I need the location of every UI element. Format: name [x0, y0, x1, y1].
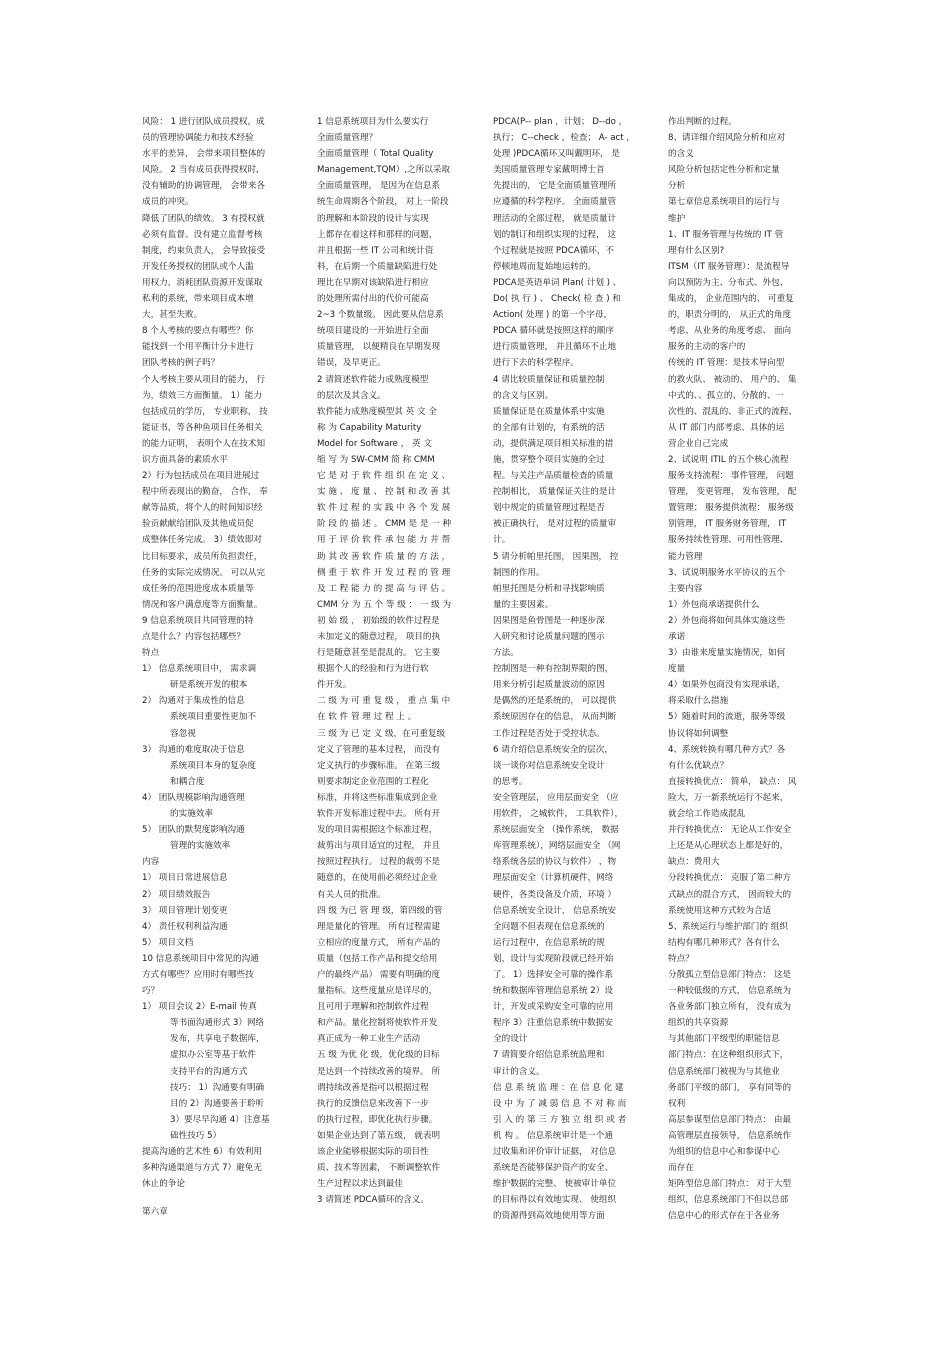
text-line: 次性的、混乱的、非正式的流程、 [668, 406, 797, 417]
text-line: 2） 项目绩效报告 [142, 889, 211, 900]
text-line: 风险分析包括定性分析和定量 [668, 165, 780, 176]
text-line: 理活动的全部过程， 就是质量计 [493, 213, 617, 224]
text-line: 标准，并将这些标准集成到企业 [317, 792, 438, 803]
text-line: 先提出的， 它是全面质量管理所 [493, 181, 617, 192]
text-line: 程中所表现出的勤奋， 合作， 奉 [142, 487, 268, 498]
text-line: 分散孤立型信息部门特点： 这是 [668, 969, 792, 980]
text-line: 方式有哪些？应用时有哪些技 [142, 969, 254, 980]
text-line: 部门特点：在这种组织形式下， [668, 1050, 789, 1061]
text-line: 虚拟办公室等基于软件 [170, 1050, 256, 1061]
text-line: 8、请详细介绍风险分析和应对 [668, 133, 786, 144]
text-line: 进行下去的科学程序。 [493, 358, 579, 369]
text-line: 中式的、、孤立的、分散的、一 [668, 390, 785, 401]
text-line: 分段转换优点： 克服了第二种方 [668, 873, 792, 884]
text-line: 协议将如何调整 [668, 728, 729, 739]
text-line: 软件开发标准过程中去。 所有开 [317, 809, 441, 820]
text-line: 休止的争论 [142, 1179, 185, 1190]
text-line: 质量管理， 以便精良在早期发现 [317, 342, 441, 353]
text-line: 并且根据一些 IT 公司和统计资 [317, 245, 434, 256]
text-line: 的能力证明， 表明个人在技术知 [142, 438, 266, 449]
text-line: 成员的冲突。 [142, 197, 194, 208]
text-line: 动，提供满足项目相关标准的措 [493, 438, 614, 449]
text-line: 风险： 1 进行团队成员授权，成 [142, 117, 265, 127]
text-line: 全问题不但表现在信息系统的 [493, 921, 605, 932]
text-column-1 [142, 114, 292, 1220]
text-line: 别管理， IT 服务财务管理， IT [668, 519, 787, 530]
text-line: 软件能力成熟度模型其 英 文 全 [317, 406, 437, 417]
text-line: 三 级 为 已 定 义 级，在可重复级 [317, 728, 446, 739]
text-line: 5） 项目文档 [142, 937, 194, 948]
text-line: 理是量化的管理。 所有过程需建 [317, 921, 441, 932]
text-line: 的，职责分明的， 从正式的角度 [668, 310, 792, 321]
text-line: 户的最终产品） 需要有明确的度 [317, 969, 441, 980]
text-line: 的目标得以有效地实现、 使组织 [493, 1195, 617, 1206]
text-line: 第七章信息系统项目的运行与 [668, 197, 780, 208]
text-line: 库管理系统），网络层面安全 （网 [493, 841, 621, 852]
text-line: 4） 团队规模影响沟通管理 [142, 792, 245, 803]
text-line: 服务的主动的客户的 [668, 342, 746, 353]
text-line: 二 级 为 可 重 复 级 ， 重 点 集 中 [317, 696, 451, 707]
text-line: 用权力，消耗团队资源开发谋取 [142, 277, 263, 288]
text-line: 信 息 系 统 监 理 ：在 信 息 化 建 [493, 1082, 624, 1093]
text-line: 初 始 级 ， 初始级的软件过程是 [317, 615, 440, 626]
text-line: 2 请简述软件能力成熟度模型 [317, 374, 429, 385]
text-line: 的含义 [668, 149, 694, 160]
text-line: 系统项目重要性更加不 [170, 712, 256, 723]
text-column-2 [317, 114, 467, 1208]
text-line: 度量 [668, 664, 686, 675]
text-line: 缩 写 为 SW-CMM 简 称 CMM [317, 454, 435, 465]
text-line: 的救火队、 被动的、 用户的、 集 [668, 374, 797, 385]
text-line: 点是什么？内容包括哪些？ [142, 632, 246, 642]
text-line: 划中规定的质量管理过程是否 [493, 503, 605, 514]
text-line: 置管理； 服务提供流程： 服务级 [668, 503, 794, 514]
text-line: 发的项目需根据这个标准过程， [317, 825, 438, 836]
text-line: 安全管理层， 应用层面安全 （应 [493, 792, 619, 803]
text-line: 特点 [142, 648, 160, 659]
text-line: 上还是从心理状态上都是好的， [668, 841, 789, 852]
text-line: 是偶然的还是系统的， 可以提供 [493, 696, 617, 707]
text-line: 没有辅助的协调管理， 会带来各 [142, 181, 266, 192]
text-line: 分析 [668, 181, 686, 192]
text-column-3 [493, 114, 643, 1224]
text-line: 助 其 改 善 软 件 质 量 的 方 法 ， [317, 551, 451, 562]
text-line: 4 请比较质量保证和质量控制 [493, 374, 605, 385]
text-line: 提高沟通的艺术性 6）有效利用 [142, 1147, 262, 1157]
text-line: 应遵循的科学程序。 全面质量管 [493, 197, 617, 208]
text-line: 维护 [668, 213, 686, 224]
text-line: 容忽视 [170, 728, 196, 739]
text-line: 的资源得到高效地使用等方面 [493, 1211, 605, 1222]
text-line: 组织，信息系统部门不但以总部 [668, 1195, 789, 1206]
text-line: 料，在后期一个质量缺陷进行处 [317, 261, 438, 272]
text-line: 内容 [142, 857, 160, 868]
text-line: 验贡献献给团队及其他成员促 [142, 519, 254, 530]
text-column-4 [668, 114, 818, 1224]
text-line: 入研究和讨论质量问题的图示 [493, 632, 605, 642]
text-line: 管理， 变更管理， 发布管理， 配 [668, 487, 797, 498]
text-line: 1） 项目日常进展信息 [142, 873, 228, 884]
text-line: 高管理层直接领导， 信息系统作 [668, 1130, 792, 1141]
text-line: 系统项目本身的复杂度 [170, 760, 256, 771]
text-line: 的实施效率 [170, 809, 213, 820]
text-line: 集成的， 企业范围内的、 可重复 [668, 294, 794, 305]
text-line: 系统是否能够保护资产的安全、 [493, 1163, 614, 1174]
text-line: 引 入 的 第 三 方 独 立 组 织 或 者 [493, 1114, 627, 1125]
text-line: 权利 [668, 1098, 686, 1109]
text-line: 机 构 。 信息系统审计是一个通 [493, 1130, 613, 1141]
text-line: 组织的共享资源 [668, 1018, 729, 1029]
text-line: 等书面沟通形式 3）网络 [170, 1018, 265, 1029]
text-line: 件开发。 [317, 680, 352, 691]
text-line: 的层次及其含义。 [317, 390, 386, 401]
text-line: 3）由谁来度量实施情况，如何 [668, 648, 786, 659]
text-line: Management,TQM）,之所以采取 [317, 165, 451, 176]
text-line: 个人考核主要从项目的能力， 行 [142, 374, 266, 385]
text-line: 程序 3）注重信息系统中数据安 [493, 1018, 613, 1029]
text-line: 承诺 [668, 632, 686, 642]
text-line: 多种沟通渠道与方式 7）避免无 [142, 1163, 262, 1174]
text-line: 硬件，各类设备及介质，环境 ） [493, 889, 617, 900]
text-line: 目的 2）沟通要善于聆听 [170, 1098, 265, 1109]
text-line: 络系统各层的协议与软件） ，物 [493, 857, 617, 868]
text-line: 五 级 为优 化 级，优化级的目标 [317, 1050, 440, 1061]
text-line: 程。与关注产品质量检查的质量 [493, 471, 614, 482]
text-line: 和耦合度 [170, 776, 205, 787]
text-line: 并行转换优点： 无论从工作安全 [668, 825, 792, 836]
text-line: 统和数据库管理信息系统 2）设 [493, 986, 613, 997]
text-line: 质量保证是在质量体系中实施 [493, 406, 605, 417]
text-line: 将采取什么措施 [668, 696, 729, 707]
text-line: 有关人员的批准。 [317, 889, 386, 900]
text-line: 能证书，等各种鱼项目任务相关 [142, 422, 263, 433]
text-line: 各业务部门独立所有， 没有成为 [668, 1002, 792, 1013]
text-line: 一种较低级的方式， 信息系统为 [668, 986, 792, 997]
text-line: 10 信息系统项目中常见的沟通 [142, 953, 259, 964]
text-line: 情况和客户满意度等方面衡量。 [142, 599, 263, 610]
text-line: 方法。 [493, 648, 519, 659]
text-line: 全面质量管理， 是因为在信息系 [317, 181, 441, 192]
text-line: 理层面安全（计算机硬件，网络 [493, 873, 614, 884]
text-line: 四 级 为已 管 理 级，第四级的管 [317, 905, 443, 916]
text-line: 行是随意甚至是混乱的。 它主要 [317, 648, 441, 659]
text-line: 软 件 过 程 的 实 践 中 各 个 发 展 [317, 503, 451, 514]
text-line: 1）外包商承诺提供什么 [668, 599, 760, 610]
text-line: 全的设计 [493, 1034, 528, 1045]
text-line: 定义了管理的基本过程， 而没有 [317, 744, 441, 755]
text-line: 未加定义的随意过程， 项目的执 [317, 632, 441, 642]
text-line: 3、试说明服务水平协议的五个 [668, 567, 786, 578]
text-line: 8 个人考核的要点有哪些？你 [142, 326, 254, 337]
text-line: 该企业能够根据实际的项目性 [317, 1147, 429, 1157]
text-line: 执行的反馈信息来改善下一步 [317, 1098, 429, 1109]
text-line: 立相应的度量方式， 所有产品的 [317, 937, 441, 948]
text-line: 4） 责任权利利益沟通 [142, 921, 228, 932]
text-line: 为组织的信息中心和参谋中心 [668, 1147, 780, 1157]
text-line: 有什么优缺点？ [668, 760, 729, 771]
text-line: 全面质量管理？ [317, 133, 378, 144]
text-line: 5 请分析帕里托图， 因果图， 控 [493, 551, 619, 562]
text-line: CMM 分 为 五 个 等 级 ： 一 级 为 [317, 599, 452, 610]
text-line: 生产过程以求达到最佳 [317, 1179, 403, 1190]
text-line: 3） 项目管理计划变更 [142, 905, 228, 916]
text-line: 量指标。这些度量应是详尽的， [317, 986, 438, 997]
text-line: 式缺点的混合方式， 因而较大的 [668, 889, 792, 900]
text-line: 划，设计与实现阶段就已经开始 [493, 953, 614, 964]
text-line: 从 IT 部门内部考虑、具体的运 [668, 422, 785, 433]
text-line: PDCA(P-- plan ，计划； D--do ， [493, 117, 628, 127]
text-line: 信息系统安全设计， 信息系统安 [493, 905, 617, 916]
text-line: 研是系统开发的根本 [170, 680, 248, 691]
text-line: 审计的含义。 [493, 1066, 545, 1077]
text-line: 执行； C--check ，检查； A- act ， [493, 133, 635, 144]
text-line: 与其他部门平级型的职能信息 [668, 1034, 780, 1045]
text-line: 营企业自己完成 [668, 438, 729, 449]
text-line: 3） 沟通的难度取决于信息 [142, 744, 245, 755]
text-line: 统项目建设的一开始进行全面 [317, 326, 429, 337]
text-line: 结构有哪几种形式？各有什么 [668, 937, 780, 948]
text-line: 第六章 [142, 1207, 168, 1218]
text-line: 大，甚至失败。 [142, 310, 203, 321]
text-line: PDCA 循环就是按照这样的顺序 [493, 326, 614, 337]
text-line: 裁剪出与项目适宜的过程， 并且 [317, 841, 441, 852]
text-line: 能找到一个用平衡计分卡进行 [142, 342, 254, 353]
text-line: 根据个人的经验和行为进行软 [317, 664, 429, 675]
text-line: 它 是 对 于 软 件 组 织 在 定 义 、 [317, 471, 451, 482]
text-line: 运行过程中，在信息系统的规 [493, 937, 605, 948]
text-line: 了。 1）选择安全可靠的操作系 [493, 969, 613, 980]
text-line: 系统层面安全 （操作系统， 数据 [493, 825, 619, 836]
text-line: 系统原因存在的信息， 从而判断 [493, 712, 617, 723]
text-line: 1） 信息系统项目中， 需求调 [142, 664, 257, 675]
text-line: 2~3 个数量级。 因此要从信息系 [317, 310, 444, 321]
text-line: 个过程就是按照 PDCA循环，不 [493, 245, 614, 256]
text-line: 制图的作用。 [493, 567, 545, 578]
text-line: 特点？ [668, 953, 694, 964]
text-line: 考虑、从业务的角度考虑、 面向 [668, 326, 792, 337]
text-line: 务部门平级的部门， 享有同等的 [668, 1082, 792, 1093]
text-line: 系统使用这种方式较为合适 [668, 905, 772, 916]
text-line: 风险。 2 当有成员获得授权时, [142, 165, 259, 176]
text-line: 直接转换优点： 简单， 缺点： 风 [668, 776, 797, 787]
text-line: 谓持续改善是指可以根据过程 [317, 1082, 429, 1093]
text-line: 如果企业达到了第五级， 就表明 [317, 1130, 441, 1141]
text-line: 为，绩效三方面衡量。 1）能力 [142, 390, 262, 401]
text-line: 服务持续性管理、可用性管理、 [668, 535, 789, 546]
text-line: 控制相比， 质量保证关注的是计 [493, 487, 617, 498]
text-line: 5） 团队的默契度影响沟通 [142, 825, 245, 836]
text-line: 任务的实际完成情况。 可以从完 [142, 567, 266, 578]
text-line: 就会给工作造成混乱 [668, 809, 746, 820]
text-line: 1 信息系统项目为什么要实行 [317, 117, 429, 127]
text-line: 支持平台的沟通方式 [170, 1066, 248, 1077]
text-line: 理比在早期对该缺陷进行相应 [317, 277, 429, 288]
text-line: 按照过程执行。 过程的裁剪不是 [317, 857, 441, 868]
text-line: 5、系统运行与维护部门的 组织 [668, 921, 788, 932]
text-line: 及 工 程 能 力 的 提 高 与 评 估 。 [317, 583, 451, 594]
text-line: 管理的实施效率 [170, 841, 231, 852]
text-line: 私利的系统，带来项目成本增 [142, 294, 254, 305]
text-line: 缺点：费用大 [668, 857, 720, 868]
text-line: 识方面具备的素质水平 [142, 454, 228, 465]
text-line: 划的制订和组织实现的过程， 这 [493, 229, 617, 240]
text-line: 计。 [493, 535, 511, 546]
text-line: 理有什么区别? [668, 245, 725, 256]
text-line: 在 软 件 管 理 过 程 上 。 [317, 712, 417, 723]
text-line: 用来分析引起质量波动的原因 [493, 680, 605, 691]
line-spacer [142, 1192, 292, 1204]
text-line: 团队考核的例子吗？ [142, 358, 220, 369]
text-line: 全面质量管理（ Total Quality [317, 149, 434, 160]
text-line: 的含义与区别。 [493, 390, 554, 401]
text-line: 险大，万一新系统运行不起来， [668, 792, 789, 803]
text-line: 的全部有计划的，有系统的活 [493, 422, 605, 433]
text-line: 2）外包商将如何具体实施这些 [668, 615, 786, 626]
text-line: 控制图是一种有控制界限的图， [493, 664, 614, 675]
text-line: 服务支持流程： 事件管理， 问题 [668, 471, 794, 482]
text-line: 帕里托图是分析和寻找影响质 [493, 583, 605, 594]
text-line: 1、IT 服务管理与传统的 IT 管 [668, 229, 784, 240]
text-line: 降低了团队的绩效。 3 有授权就 [142, 213, 265, 224]
text-line: 称 为 Capability Maturity [317, 422, 422, 433]
text-line: 巧？ [142, 986, 160, 997]
text-line: 2、试说明 ITIL 的五个核心流程 [668, 454, 789, 465]
text-line: 发布，共享电子数据库， [170, 1034, 265, 1045]
text-line: 4）如果外包商没有实现承诺， [668, 680, 786, 691]
text-line: 且可用于理解和控制软件过程 [317, 1002, 429, 1013]
text-line: 和产品。量化控制将使软件开发 [317, 1018, 438, 1029]
text-line: 用软件， 之城软件， 工具软件）， [493, 809, 624, 820]
text-line: 施，贯穿整个项目实施的全过 [493, 454, 605, 465]
text-line: 9 信息系统项目共同管理的特 [142, 615, 254, 626]
text-line: Model for Software ， 英 文 [317, 438, 432, 449]
text-line: 制度，约束负责人， 会导致接受 [142, 245, 266, 256]
text-line: 谈一谈你对信息系统安全设计 [493, 760, 605, 771]
text-line: 定义执行的步骤标准。 在第三级 [317, 760, 441, 771]
text-line: 信息中心的形式存在于各业务 [668, 1211, 780, 1222]
text-line: 必须有监督。没有建立监督考核 [142, 229, 263, 240]
text-line: 6 请介绍信息系统安全的层次， [493, 744, 613, 755]
text-line: PDCA是英语单词 Plan( 计划 ) 、 [493, 277, 622, 288]
text-line: 用 于 评 价 软 件 承 包 能 力 并 帮 [317, 535, 451, 546]
text-line: 处理 )PDCA循环又叫戴明环， 是 [493, 149, 621, 160]
text-line: 计，开发或采购安全可靠的应用 [493, 1002, 614, 1013]
text-line: 2）行为包括成员在项目进展过 [142, 471, 260, 482]
text-line: 而存在 [668, 1163, 694, 1174]
text-line: 3）要尽早沟通 4）注意基 [170, 1114, 270, 1125]
text-line: 真正成为一种工业生产活动 [317, 1034, 421, 1045]
text-line: 成整体任务完成。 3）绩效即对 [142, 535, 262, 546]
text-line: 被正确执行， 是对过程的质量审 [493, 519, 617, 530]
text-line: 停顿地周而复始地运转的。 [493, 261, 597, 272]
text-line: 进行质量管理， 并且循环不止地 [493, 342, 617, 353]
text-line: 比目标要求，成员所负担责任， [142, 551, 263, 562]
text-line: 2） 沟通对于集成性的信息 [142, 696, 245, 707]
text-line: Do( 执 行 ) 、 Check( 检 查 ) 和 [493, 294, 621, 305]
text-line: 的思考。 [493, 776, 528, 787]
text-line: 7 请简要介绍信息系统监理和 [493, 1050, 605, 1061]
text-line: 主要内容 [668, 583, 703, 594]
text-line: 传统的 IT 管理：是技术导向型 [668, 358, 785, 369]
text-line: 开发任务授权的团队或个人滥 [142, 261, 254, 272]
text-line: 高层参谋型信息部门特点： 由最 [668, 1114, 792, 1125]
text-line: 水平的差异， 会带来项目整体的 [142, 149, 266, 160]
text-line: 随意的，在使用前必须经过企业 [317, 873, 438, 884]
text-line: 员的管理协调能力和技术经验 [142, 133, 254, 144]
text-line: 的处理所需付出的代价可能高 [317, 294, 429, 305]
text-line: 维护数据的完整、 使被审计单位 [493, 1179, 617, 1190]
text-line: 信息系统部门被视为与其他业 [668, 1066, 780, 1077]
text-line: 向以预防为主、分布式、外包、 [668, 277, 789, 288]
text-line: 4、系统转换有哪几种方式？各 [668, 744, 786, 755]
text-line: ITSM（IT 服务管理）：是流程导 [668, 261, 790, 272]
text-line: 设 中 为 了 减 弱 信 息 不 对 称 而 [493, 1098, 627, 1109]
text-line: Action( 处理 ) 的第一个字母， [493, 310, 613, 321]
text-line: 阶 段 的 描 述 。 CMM 是 是 一 种 [317, 519, 452, 530]
text-line: 能力管理 [668, 551, 703, 562]
text-line: 统生命周期各个阶段， 对上一阶段 [317, 197, 449, 208]
text-line: 工作过程是否处于受控状态。 [493, 728, 605, 739]
text-line: 1） 项目会议 2）E-mail 传真 [142, 1002, 257, 1013]
text-line: 5）随着时间的流逝，服务等级 [668, 712, 786, 723]
text-line: 技巧： 1）沟通要有明确 [170, 1082, 265, 1093]
text-line: 作出判断的过程。 [668, 117, 737, 127]
text-line: 的理解和本阶段的设计与实现 [317, 213, 429, 224]
text-line: 是达到一个持续改善的境界。 所 [317, 1066, 441, 1077]
text-line: 错误，及早更正。 [317, 358, 386, 369]
text-line: 侧 重 于 软 件 开 发 过 程 的 管 理 [317, 567, 451, 578]
text-line: 实 施 、 度 量 、 控 制 和 改 善 其 [317, 487, 451, 498]
text-line: 矩阵型信息部门特点： 对于大型 [668, 1179, 792, 1190]
text-line: 献等品质，将个人的时间知识经 [142, 503, 263, 514]
text-line: 质量（包括工作产品和提交给用 [317, 953, 438, 964]
text-line: 的执行过程，即优化执行步骤。 [317, 1114, 438, 1125]
text-line: 成任务的范围进度成本质量等 [142, 583, 254, 594]
text-line: 量的主要因素。 [493, 599, 554, 610]
text-line: 上都存在着这样和那样的问题， [317, 229, 438, 240]
text-line: 质、技术等因素， 不断调整软件 [317, 1163, 441, 1174]
text-line: 美国质量管理专家戴明博士首 [493, 165, 605, 176]
text-line: 过收集和评价审计证据， 对信息 [493, 1147, 617, 1157]
text-line: 础性技巧 5） [170, 1130, 222, 1141]
text-line: 因果图是鱼骨图是一种逐步深 [493, 615, 605, 626]
text-line: 包括成员的学历， 专业职称， 技 [142, 406, 268, 417]
text-line: 3 请简述 PDCA循环的含义。 [317, 1195, 429, 1206]
text-line: 则要求制定企业范围的工程化 [317, 776, 429, 787]
